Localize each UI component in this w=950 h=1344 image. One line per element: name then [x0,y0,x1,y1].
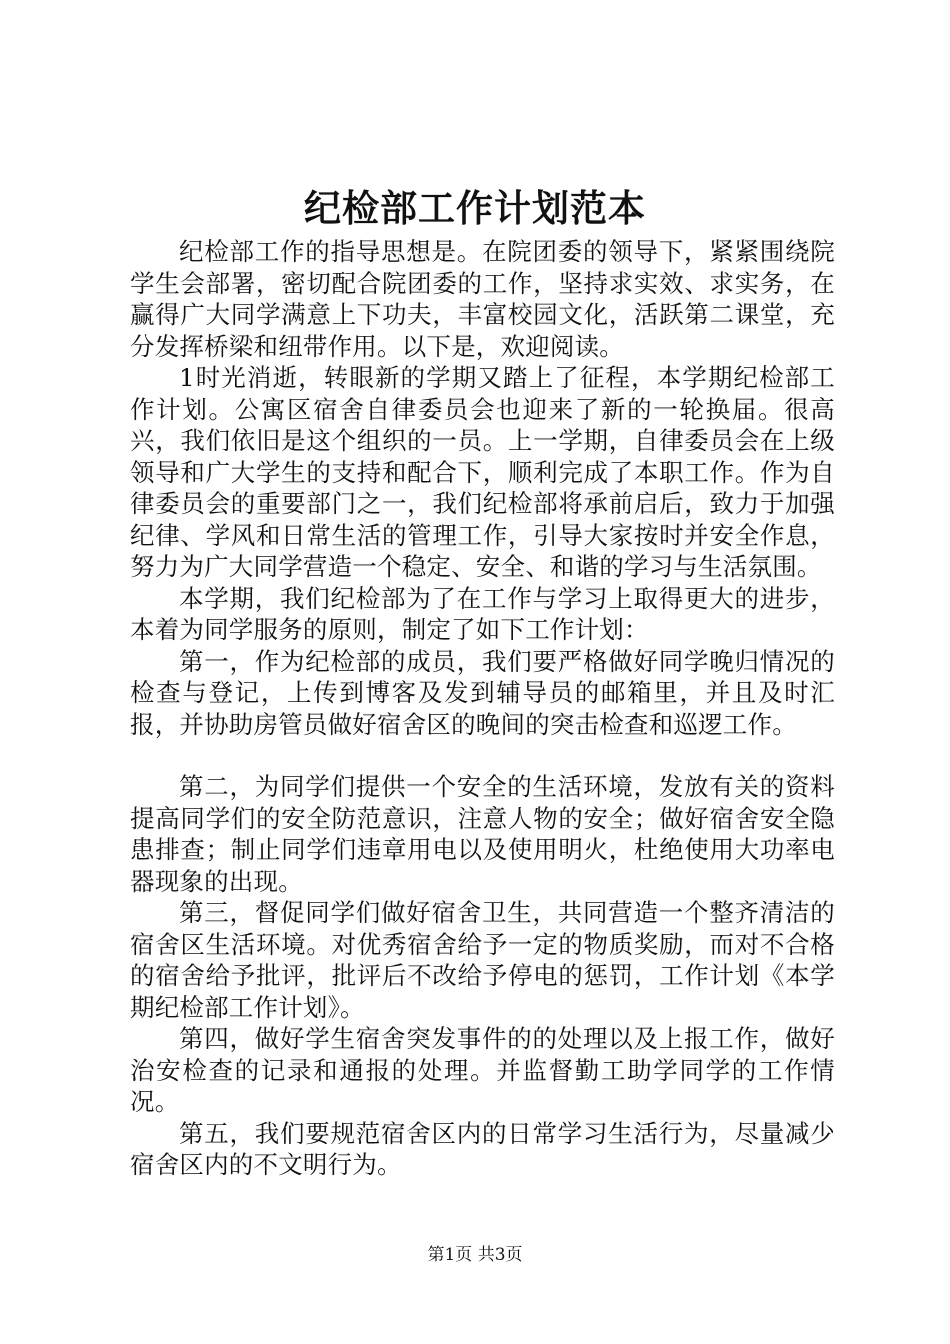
paragraph-background: 1时光消逝，转眼新的学期又踏上了征程，本学期纪检部工作计划。公寓区宿舍自律委员会也迎来了新的一轮换届。很高兴，我们依旧是这个组织的一员。上一学期，自律委员会在上级领导和广大学生的支持和配合下，顺利完成了本职工作。作为自律委员会的重要部门之一，我们纪检部将承前启后，致力于加强纪律、学风和日常生活的管理工作，引导大家按时并安全作息，努力为广大同学营造一个稳定、安全、和谐的学习与生活氛围。 [130,363,835,581]
paragraph-intro: 纪检部工作的指导思想是。在院团委的领导下，紧紧围绕院学生会部署，密切配合院团委的工作，坚持求实效、求实务，在赢得广大同学满意上下功夫，丰富校园文化，活跃第二课堂，充分发挥桥梁和纽带作用。以下是，欢迎阅读。 [130,237,835,361]
paragraph-spacer [130,740,835,771]
document-body [130,236,835,1181]
paragraph-plan-intro: 本学期，我们纪检部为了在工作与学习上取得更大的进步，本着为同学服务的原则，制定了如下工作计划： [130,583,835,644]
document-title: 纪检部工作计划范本 [304,186,646,230]
paragraph-item-1: 第一，作为纪检部的成员，我们要严格做好同学晚归情况的检查与登记，上传到博客及发到辅导员的邮箱里，并且及时汇报，并协助房管员做好宿舍区的晚间的突击检查和巡逻工作。 [130,646,835,739]
paragraph-item-5: 第五，我们要规范宿舍区内的日常学习生活行为，尽量减少宿舍区内的不文明行为。 [130,1118,835,1179]
paragraph-item-2: 第二，为同学们提供一个安全的生活环境，发放有关的资料提高同学们的安全防范意识，注意人物的安全；做好宿舍安全隐患排查；制止同学们违章用电以及使用明火，杜绝使用大功率电器现象的出现。 [130,772,835,896]
paragraph-item-3: 第三，督促同学们做好宿舍卫生，共同营造一个整齐清洁的宿舍区生活环境。对优秀宿舍给予一定的物质奖励，而对不合格的宿舍给予批评，批评后不改给予停电的惩罚，工作计划《本学期纪检部工作计划》。 [130,898,835,1022]
page-number-footer: 第1页 共3页 [427,1245,523,1265]
paragraph-item-4: 第四，做好学生宿舍突发事件的的处理以及上报工作，做好治安检查的记录和通报的处理。并监督勤工助学同学的工作情况。 [130,1024,835,1116]
